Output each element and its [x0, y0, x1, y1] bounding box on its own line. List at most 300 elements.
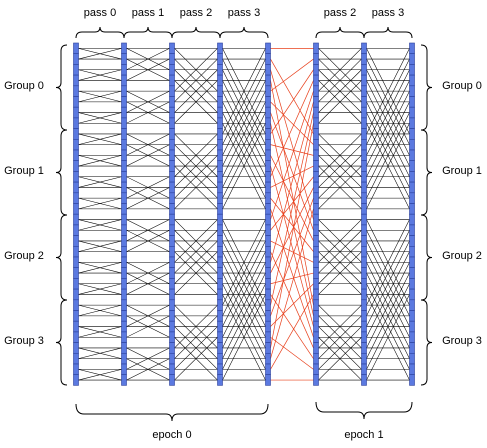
node-cell — [362, 278, 367, 289]
node-cell — [218, 311, 223, 322]
wire-layer — [79, 48, 410, 380]
node-cell — [218, 129, 223, 140]
node-cell — [218, 118, 223, 129]
node-cell — [170, 107, 175, 118]
epoch-label-1: epoch 1 — [344, 429, 384, 441]
permutation-wire — [271, 294, 314, 358]
pass-label-epoch0-1: pass 1 — [131, 7, 165, 19]
node-cell — [410, 246, 415, 257]
group-label-left-3: Group 3 — [4, 335, 44, 347]
node-cell — [74, 289, 79, 300]
node-cell — [122, 214, 127, 225]
node-cell — [314, 289, 319, 300]
node-cell — [122, 246, 127, 257]
node-cell — [410, 118, 415, 129]
node-cell — [266, 300, 271, 311]
node-cell — [122, 375, 127, 386]
node-cell — [218, 289, 223, 300]
node-cell — [170, 311, 175, 322]
node-cell — [170, 375, 175, 386]
group-brace-right — [421, 300, 432, 385]
node-cell — [218, 75, 223, 86]
pass-brace — [364, 27, 412, 38]
node-cell — [170, 171, 175, 182]
node-cell — [170, 214, 175, 225]
group-brace-right — [421, 130, 432, 215]
node-cell — [218, 139, 223, 150]
node-cell — [266, 236, 271, 247]
node-cell — [170, 343, 175, 354]
node-cell — [362, 321, 367, 332]
node-cell — [362, 161, 367, 172]
node-cell — [122, 75, 127, 86]
node-cell — [266, 311, 271, 322]
node-cell — [74, 204, 79, 215]
node-cell — [218, 364, 223, 375]
node-cell — [170, 97, 175, 108]
node-cell — [362, 300, 367, 311]
permutation-wire — [271, 59, 314, 134]
node-cell — [122, 64, 127, 75]
node-cell — [362, 332, 367, 343]
node-cell — [170, 268, 175, 279]
node-cell — [218, 225, 223, 236]
node-cell — [170, 257, 175, 268]
node-cell — [266, 75, 271, 86]
node-cell — [266, 214, 271, 225]
node-cell — [218, 268, 223, 279]
node-cell — [362, 150, 367, 161]
permutation-wire — [271, 177, 314, 231]
node-cell — [122, 332, 127, 343]
node-cell — [314, 150, 319, 161]
node-cell — [362, 118, 367, 129]
node-cell — [410, 375, 415, 386]
node-cell — [266, 139, 271, 150]
node-cell — [218, 171, 223, 182]
node-cell — [74, 97, 79, 108]
pass-label-epoch1-3: pass 3 — [371, 7, 405, 19]
node-cell — [74, 300, 79, 311]
permutation-wire — [271, 209, 314, 359]
node-cell — [362, 43, 367, 54]
node-cell — [74, 107, 79, 118]
node-cell — [314, 204, 319, 215]
node-cell — [122, 343, 127, 354]
node-cell — [122, 353, 127, 364]
group-brace-left — [56, 45, 67, 130]
node-cell — [410, 353, 415, 364]
node-cell — [362, 193, 367, 204]
node-cell — [362, 64, 367, 75]
node-cell — [266, 257, 271, 268]
node-cell — [266, 54, 271, 65]
pass-label-epoch0-3: pass 3 — [227, 7, 261, 19]
node-cell — [122, 311, 127, 322]
node-cell — [74, 311, 79, 322]
group-label-right-2: Group 2 — [442, 250, 482, 262]
node-cell — [266, 204, 271, 215]
node-cell — [362, 214, 367, 225]
node-cell — [410, 161, 415, 172]
node-cell — [122, 171, 127, 182]
permutation-wire — [271, 198, 314, 316]
node-cell — [74, 118, 79, 129]
node-cell — [170, 86, 175, 97]
node-cell — [74, 364, 79, 375]
node-cell — [74, 225, 79, 236]
node-cell — [266, 171, 271, 182]
node-cell — [410, 289, 415, 300]
node-cell — [410, 311, 415, 322]
node-cell — [218, 257, 223, 268]
node-cell — [410, 43, 415, 54]
node-cell — [410, 300, 415, 311]
node-cell — [362, 353, 367, 364]
node-cell — [218, 332, 223, 343]
node-cell — [362, 225, 367, 236]
node-cell — [266, 150, 271, 161]
node-cell — [170, 321, 175, 332]
node-cell — [218, 182, 223, 193]
node-cell — [74, 43, 79, 54]
permutation-wire — [271, 294, 314, 369]
node-cell — [410, 268, 415, 279]
node-cell — [74, 75, 79, 86]
node-cell — [122, 268, 127, 279]
node-cell — [170, 278, 175, 289]
node-cell — [74, 257, 79, 268]
node-cell — [74, 278, 79, 289]
node-cell — [170, 236, 175, 247]
node-cell — [266, 107, 271, 118]
node-cell — [170, 364, 175, 375]
node-cell — [314, 364, 319, 375]
node-cell — [266, 97, 271, 108]
node-cell — [410, 204, 415, 215]
node-cell — [218, 321, 223, 332]
node-cell — [122, 321, 127, 332]
node-cell — [122, 300, 127, 311]
node-cell — [362, 289, 367, 300]
node-cell — [122, 182, 127, 193]
node-cell — [122, 86, 127, 97]
group-label-right-1: Group 1 — [442, 165, 482, 177]
node-cell — [122, 118, 127, 129]
node-cell — [170, 246, 175, 257]
node-cell — [170, 54, 175, 65]
node-cell — [266, 246, 271, 257]
node-cell — [266, 268, 271, 279]
node-cell — [74, 353, 79, 364]
group-brace-left — [56, 215, 67, 300]
node-cell — [122, 161, 127, 172]
node-cell — [170, 182, 175, 193]
node-cell — [122, 257, 127, 268]
node-cell — [122, 193, 127, 204]
node-cell — [170, 43, 175, 54]
node-cell — [170, 289, 175, 300]
node-cell — [410, 129, 415, 140]
node-cell — [74, 343, 79, 354]
node-cell — [266, 118, 271, 129]
node-cell — [410, 107, 415, 118]
permutation-wire — [271, 198, 314, 252]
node-cell — [218, 353, 223, 364]
node-cell — [362, 182, 367, 193]
node-cell — [362, 268, 367, 279]
node-cell — [74, 182, 79, 193]
node-cell — [362, 246, 367, 257]
node-cell — [122, 129, 127, 140]
node-cell — [314, 118, 319, 129]
node-cell — [218, 343, 223, 354]
node-cell — [362, 204, 367, 215]
node-cell — [266, 289, 271, 300]
node-cell — [266, 161, 271, 172]
node-cell — [362, 75, 367, 86]
node-cell — [362, 54, 367, 65]
node-cell — [266, 375, 271, 386]
node-cell — [314, 86, 319, 97]
node-cell — [122, 43, 127, 54]
column-layer — [74, 43, 415, 385]
pass-label-epoch1-2: pass 2 — [323, 7, 357, 19]
node-cell — [314, 321, 319, 332]
node-cell — [314, 161, 319, 172]
node-cell — [410, 278, 415, 289]
node-cell — [122, 289, 127, 300]
node-cell — [266, 321, 271, 332]
node-cell — [266, 182, 271, 193]
node-cell — [410, 97, 415, 108]
node-cell — [122, 278, 127, 289]
node-cell — [410, 139, 415, 150]
node-cell — [362, 257, 367, 268]
node-cell — [170, 139, 175, 150]
node-cell — [362, 375, 367, 386]
node-cell — [266, 43, 271, 54]
node-cell — [314, 375, 319, 386]
group-brace-left — [56, 130, 67, 215]
node-cell — [410, 332, 415, 343]
node-cell — [122, 97, 127, 108]
node-cell — [314, 332, 319, 343]
epoch-brace — [76, 404, 268, 421]
node-cell — [314, 182, 319, 193]
node-cell — [410, 321, 415, 332]
node-cell — [74, 129, 79, 140]
node-cell — [170, 75, 175, 86]
node-cell — [410, 75, 415, 86]
node-cell — [170, 64, 175, 75]
node-cell — [170, 204, 175, 215]
node-cell — [266, 343, 271, 354]
node-cell — [218, 97, 223, 108]
pass-label-epoch0-0: pass 0 — [83, 7, 117, 19]
node-cell — [410, 150, 415, 161]
group-label-left-1: Group 1 — [4, 165, 44, 177]
node-cell — [74, 150, 79, 161]
node-cell — [410, 64, 415, 75]
node-cell — [74, 171, 79, 182]
node-cell — [74, 86, 79, 97]
node-cell — [218, 107, 223, 118]
node-cell — [266, 129, 271, 140]
node-cell — [266, 225, 271, 236]
node-cell — [266, 278, 271, 289]
node-cell — [314, 97, 319, 108]
node-cell — [218, 43, 223, 54]
node-cell — [410, 193, 415, 204]
node-cell — [170, 118, 175, 129]
permutation-wire — [271, 113, 314, 231]
node-cell — [218, 204, 223, 215]
node-cell — [218, 300, 223, 311]
node-cell — [122, 139, 127, 150]
pass-brace — [172, 27, 220, 38]
node-cell — [74, 214, 79, 225]
node-cell — [218, 236, 223, 247]
node-cell — [74, 139, 79, 150]
node-cell — [362, 343, 367, 354]
node-cell — [218, 375, 223, 386]
node-cell — [314, 129, 319, 140]
node-cell — [362, 171, 367, 182]
node-cell — [122, 107, 127, 118]
pass-label-epoch0-2: pass 2 — [179, 7, 213, 19]
node-cell — [314, 278, 319, 289]
node-cell — [218, 150, 223, 161]
node-cell — [266, 86, 271, 97]
node-cell — [266, 364, 271, 375]
node-cell — [410, 182, 415, 193]
node-cell — [362, 139, 367, 150]
node-cell — [314, 236, 319, 247]
node-cell — [170, 225, 175, 236]
permutation-wire — [271, 80, 314, 176]
node-cell — [170, 161, 175, 172]
permutation-wire — [271, 59, 314, 91]
node-cell — [122, 150, 127, 161]
node-cell — [74, 375, 79, 386]
node-cell — [218, 214, 223, 225]
node-cell — [170, 193, 175, 204]
node-cell — [362, 97, 367, 108]
node-cell — [410, 54, 415, 65]
group-label-right-0: Group 0 — [442, 80, 482, 92]
node-cell — [410, 343, 415, 354]
node-cell — [170, 300, 175, 311]
node-cell — [122, 204, 127, 215]
pass-brace — [76, 27, 124, 38]
node-cell — [410, 364, 415, 375]
pass-brace — [220, 27, 268, 38]
node-cell — [74, 161, 79, 172]
node-cell — [218, 246, 223, 257]
epoch-brace — [316, 402, 412, 419]
node-cell — [314, 193, 319, 204]
pass-brace — [124, 27, 172, 38]
node-cell — [314, 64, 319, 75]
node-cell — [314, 43, 319, 54]
node-cell — [266, 193, 271, 204]
node-cell — [314, 353, 319, 364]
node-cell — [218, 161, 223, 172]
node-cell — [314, 257, 319, 268]
permutation-wire — [271, 123, 314, 316]
group-brace-right — [421, 215, 432, 300]
node-cell — [410, 225, 415, 236]
node-cell — [170, 129, 175, 140]
node-cell — [218, 64, 223, 75]
node-cell — [170, 353, 175, 364]
node-cell — [170, 332, 175, 343]
node-cell — [314, 225, 319, 236]
permutation-wire — [271, 337, 314, 369]
node-cell — [314, 343, 319, 354]
permutation-wire — [271, 166, 314, 326]
node-cell — [74, 321, 79, 332]
node-cell — [74, 236, 79, 247]
node-cell — [362, 311, 367, 322]
node-cell — [122, 54, 127, 65]
node-cell — [218, 54, 223, 65]
node-cell — [362, 364, 367, 375]
node-cell — [314, 214, 319, 225]
node-cell — [362, 236, 367, 247]
node-cell — [410, 214, 415, 225]
node-cell — [266, 353, 271, 364]
node-cell — [410, 171, 415, 182]
node-cell — [170, 150, 175, 161]
node-cell — [74, 246, 79, 257]
node-cell — [362, 86, 367, 97]
node-cell — [314, 311, 319, 322]
permutation-wire — [271, 102, 314, 263]
node-cell — [314, 300, 319, 311]
node-cell — [266, 64, 271, 75]
permutation-wire — [271, 123, 314, 348]
node-cell — [362, 129, 367, 140]
pass-brace — [316, 27, 364, 38]
permutation-wire — [271, 113, 314, 306]
node-cell — [74, 64, 79, 75]
permutation-wire — [271, 252, 314, 348]
node-cell — [218, 86, 223, 97]
node-cell — [410, 257, 415, 268]
permutation-wire — [271, 70, 314, 134]
node-cell — [314, 171, 319, 182]
node-cell — [410, 86, 415, 97]
node-cell — [314, 75, 319, 86]
node-cell — [74, 268, 79, 279]
node-cell — [218, 278, 223, 289]
node-cell — [122, 236, 127, 247]
node-cell — [74, 193, 79, 204]
node-cell — [218, 193, 223, 204]
group-label-right-3: Group 3 — [442, 335, 482, 347]
node-cell — [362, 107, 367, 118]
group-brace-right — [421, 45, 432, 130]
node-cell — [122, 364, 127, 375]
node-cell — [314, 54, 319, 65]
node-cell — [122, 225, 127, 236]
epoch-label-0: epoch 0 — [152, 429, 192, 441]
permutation-wire — [271, 70, 314, 220]
group-brace-left — [56, 300, 67, 385]
node-cell — [314, 107, 319, 118]
